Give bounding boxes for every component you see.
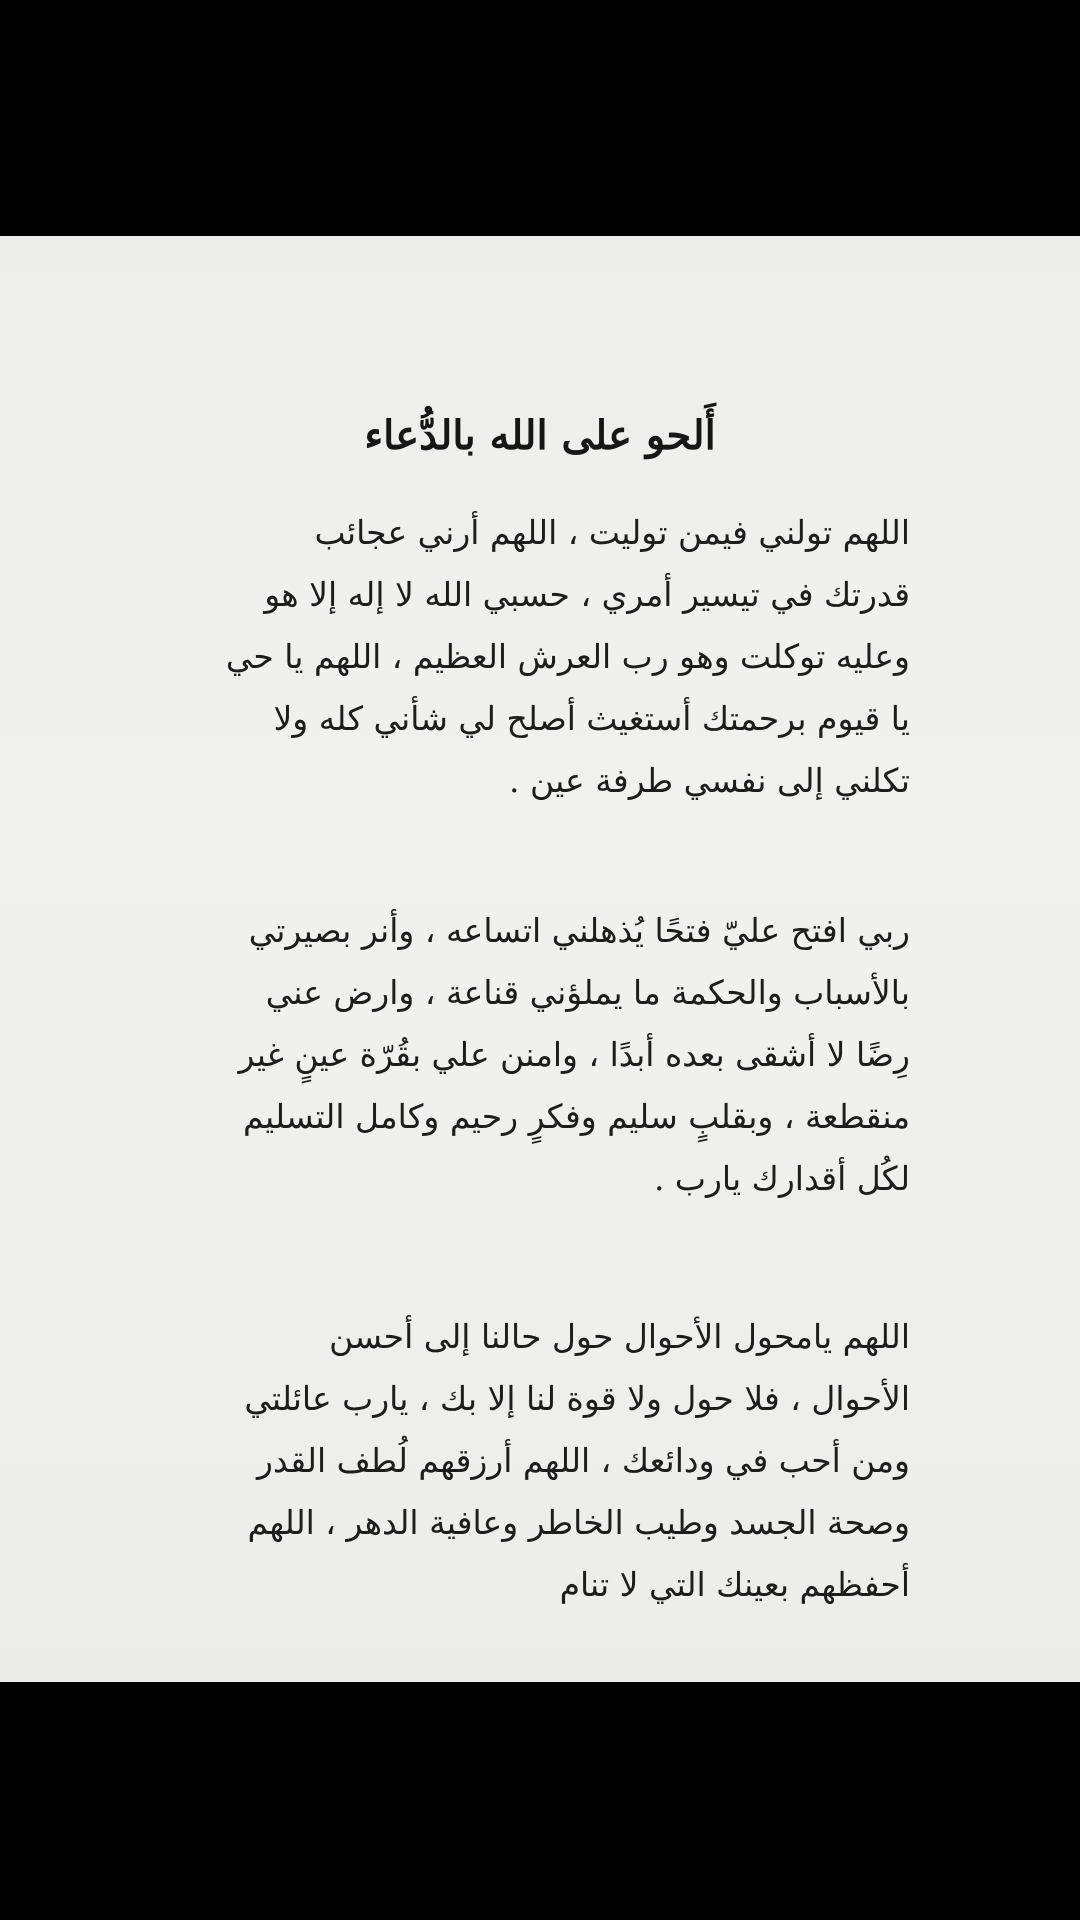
text-line: ومن أحب في ودائعك ، اللهم أرزقهم لُطف القدر	[256, 1441, 910, 1480]
book-page	[0, 236, 1080, 1682]
paragraph-1	[170, 502, 910, 812]
text-line: بالأسباب والحكمة ما يملؤني قناعة ، وارض عني	[265, 973, 910, 1012]
text-line: الأحوال ، فلا حول ولا قوة لنا إلا بك ، يارب عائلتي	[244, 1379, 910, 1418]
text-line: وصحة الجسد وطيب الخاطر وعافية الدهر ، اللهم	[247, 1503, 910, 1542]
page-title: أَلحو على الله بالدُّعاء	[364, 412, 716, 459]
text-line: اللهم يامحول الأحوال حول حالنا إلى أحسن	[329, 1317, 910, 1356]
text-line: ربي افتح عليّ فتحًا يُذهلني اتساعه ، وأنر بصيرتي	[248, 911, 910, 950]
text-line: يا قيوم برحمتك أستغيث أصلح لي شأني كله ولا	[273, 699, 910, 738]
text-line: أحفظهم بعينك التي لا تنام	[559, 1565, 910, 1604]
paragraph-2	[170, 900, 910, 1210]
text-line: منقطعة ، وبقلبٍ سليم وفكرٍ رحيم وكامل التسليم	[243, 1097, 910, 1136]
text-line: رِضًا لا أشقى بعده أبدًا ، وامنن علي بقُرّة عينٍ غير	[238, 1035, 910, 1074]
text-line: اللهم تولني فيمن توليت ، اللهم أرني عجائب	[314, 513, 910, 552]
text-line: قدرتك في تيسير أمري ، حسبي الله لا إله إلا هو	[264, 575, 910, 614]
text-line: وعليه توكلت وهو رب العرش العظيم ، اللهم يا حي	[225, 637, 910, 676]
text-line: لكُل أقدارك يارب .	[653, 1159, 910, 1198]
text-line: تكلني إلى نفسي طرفة عين .	[509, 761, 910, 800]
paragraph-3	[170, 1306, 910, 1616]
